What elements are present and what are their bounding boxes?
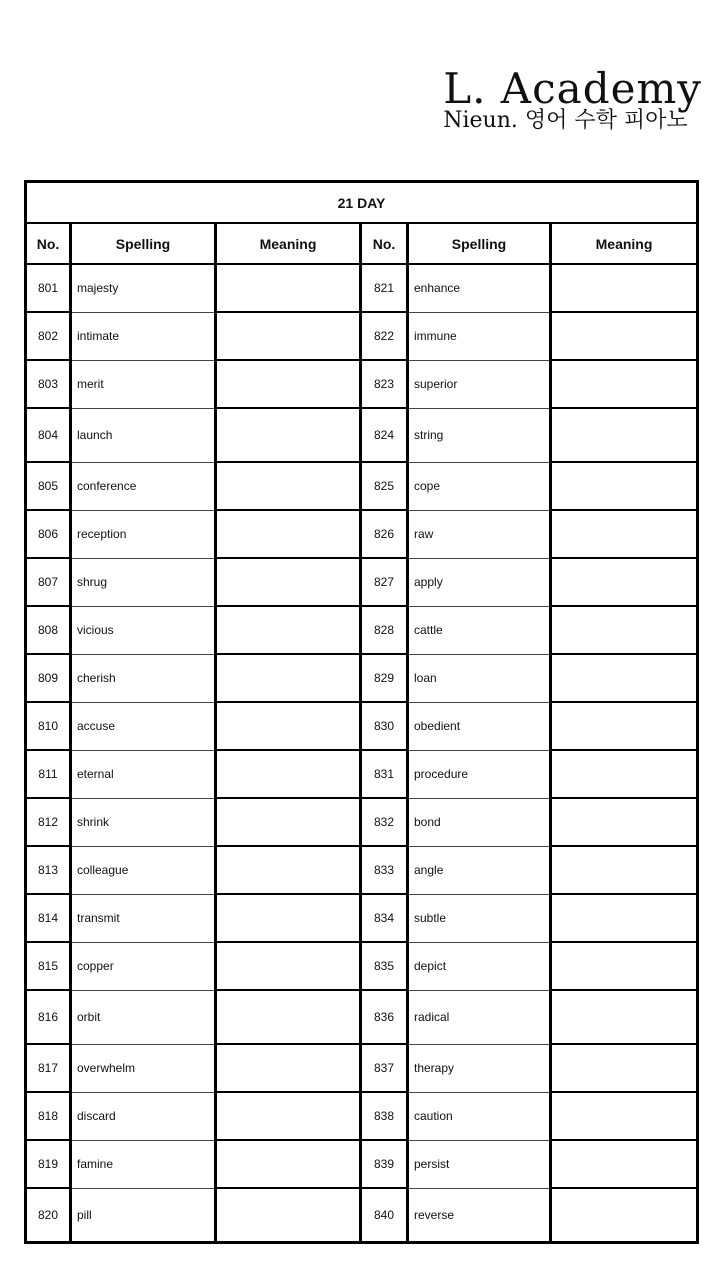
word-number: 804 — [26, 408, 71, 462]
meaning-blank[interactable] — [551, 264, 698, 312]
word-spelling: superior — [408, 360, 551, 408]
word-spelling: cattle — [408, 606, 551, 654]
word-number: 814 — [26, 894, 71, 942]
word-spelling: caution — [408, 1092, 551, 1140]
word-number: 825 — [361, 462, 408, 510]
table-row — [26, 942, 698, 990]
meaning-blank[interactable] — [216, 312, 361, 360]
meaning-blank[interactable] — [551, 846, 698, 894]
word-number: 838 — [361, 1092, 408, 1140]
word-number: 813 — [26, 846, 71, 894]
table-row — [26, 408, 698, 462]
table-row — [26, 798, 698, 846]
meaning-blank[interactable] — [551, 408, 698, 462]
word-number: 801 — [26, 264, 71, 312]
table-row — [26, 462, 698, 510]
word-spelling: copper — [71, 942, 216, 990]
word-number: 827 — [361, 558, 408, 606]
word-spelling: raw — [408, 510, 551, 558]
table-row — [26, 1092, 698, 1140]
table-row — [26, 990, 698, 1044]
word-spelling: depict — [408, 942, 551, 990]
header-no-right: No. — [361, 223, 408, 264]
meaning-blank[interactable] — [216, 360, 361, 408]
word-number: 812 — [26, 798, 71, 846]
meaning-blank[interactable] — [551, 558, 698, 606]
meaning-blank[interactable] — [551, 606, 698, 654]
meaning-blank[interactable] — [216, 1140, 361, 1188]
meaning-blank[interactable] — [216, 798, 361, 846]
meaning-blank[interactable] — [551, 462, 698, 510]
word-number: 823 — [361, 360, 408, 408]
meaning-blank[interactable] — [551, 1140, 698, 1188]
meaning-blank[interactable] — [551, 990, 698, 1044]
meaning-blank[interactable] — [216, 408, 361, 462]
meaning-blank[interactable] — [216, 846, 361, 894]
header-no-left: No. — [26, 223, 71, 264]
meaning-blank[interactable] — [551, 894, 698, 942]
word-spelling: reception — [71, 510, 216, 558]
table-row — [26, 1140, 698, 1188]
word-number: 832 — [361, 798, 408, 846]
word-number: 819 — [26, 1140, 71, 1188]
word-spelling: cherish — [71, 654, 216, 702]
table-row — [26, 846, 698, 894]
word-number: 817 — [26, 1044, 71, 1092]
word-number: 818 — [26, 1092, 71, 1140]
word-number: 811 — [26, 750, 71, 798]
word-number: 822 — [361, 312, 408, 360]
meaning-blank[interactable] — [551, 510, 698, 558]
word-number: 802 — [26, 312, 71, 360]
word-spelling: vicious — [71, 606, 216, 654]
word-spelling: colleague — [71, 846, 216, 894]
word-number: 824 — [361, 408, 408, 462]
meaning-blank[interactable] — [216, 1188, 361, 1242]
meaning-blank[interactable] — [216, 606, 361, 654]
word-spelling: subtle — [408, 894, 551, 942]
meaning-blank[interactable] — [551, 360, 698, 408]
meaning-blank[interactable] — [216, 942, 361, 990]
word-spelling: angle — [408, 846, 551, 894]
word-spelling: obedient — [408, 702, 551, 750]
word-spelling: transmit — [71, 894, 216, 942]
word-spelling: procedure — [408, 750, 551, 798]
meaning-blank[interactable] — [216, 264, 361, 312]
meaning-blank[interactable] — [551, 654, 698, 702]
word-spelling: majesty — [71, 264, 216, 312]
word-number: 833 — [361, 846, 408, 894]
table-row — [26, 558, 698, 606]
word-number: 816 — [26, 990, 71, 1044]
word-spelling: pill — [71, 1188, 216, 1242]
word-spelling: orbit — [71, 990, 216, 1044]
word-spelling: radical — [408, 990, 551, 1044]
word-number: 828 — [361, 606, 408, 654]
meaning-blank[interactable] — [216, 750, 361, 798]
meaning-blank[interactable] — [551, 312, 698, 360]
word-spelling: apply — [408, 558, 551, 606]
word-number: 806 — [26, 510, 71, 558]
word-spelling: conference — [71, 462, 216, 510]
word-number: 805 — [26, 462, 71, 510]
meaning-blank[interactable] — [551, 1044, 698, 1092]
word-spelling: famine — [71, 1140, 216, 1188]
word-spelling: eternal — [71, 750, 216, 798]
word-number: 836 — [361, 990, 408, 1044]
meaning-blank[interactable] — [551, 1092, 698, 1140]
word-number: 807 — [26, 558, 71, 606]
table-row — [26, 894, 698, 942]
word-number: 831 — [361, 750, 408, 798]
word-number: 809 — [26, 654, 71, 702]
table-row — [26, 750, 698, 798]
word-number: 839 — [361, 1140, 408, 1188]
word-number: 840 — [361, 1188, 408, 1242]
word-spelling: cope — [408, 462, 551, 510]
meaning-blank[interactable] — [216, 654, 361, 702]
word-number: 815 — [26, 942, 71, 990]
vocabulary-table — [24, 180, 699, 1244]
meaning-blank[interactable] — [216, 462, 361, 510]
word-spelling: persist — [408, 1140, 551, 1188]
word-spelling: intimate — [71, 312, 216, 360]
word-number: 834 — [361, 894, 408, 942]
meaning-blank[interactable] — [551, 750, 698, 798]
table-row — [26, 654, 698, 702]
meaning-blank[interactable] — [216, 510, 361, 558]
word-spelling: shrug — [71, 558, 216, 606]
word-spelling: enhance — [408, 264, 551, 312]
word-spelling: discard — [71, 1092, 216, 1140]
table-row — [26, 1044, 698, 1092]
table-row — [26, 1188, 698, 1242]
meaning-blank[interactable] — [216, 990, 361, 1044]
meaning-blank[interactable] — [216, 1044, 361, 1092]
word-spelling: overwhelm — [71, 1044, 216, 1092]
table-row — [26, 606, 698, 654]
meaning-blank[interactable] — [216, 558, 361, 606]
word-spelling: loan — [408, 654, 551, 702]
word-spelling: shrink — [71, 798, 216, 846]
meaning-blank[interactable] — [551, 1188, 698, 1242]
logo-title: L. Academy — [443, 64, 702, 113]
meaning-blank[interactable] — [216, 1092, 361, 1140]
word-number: 808 — [26, 606, 71, 654]
word-spelling: accuse — [71, 702, 216, 750]
meaning-blank[interactable] — [551, 942, 698, 990]
header-spelling-left: Spelling — [71, 223, 216, 264]
table-row — [26, 702, 698, 750]
word-spelling: reverse — [408, 1188, 551, 1242]
word-number: 821 — [361, 264, 408, 312]
word-spelling: bond — [408, 798, 551, 846]
table-row — [26, 510, 698, 558]
meaning-blank[interactable] — [551, 798, 698, 846]
word-number: 826 — [361, 510, 408, 558]
word-spelling: string — [408, 408, 551, 462]
meaning-blank[interactable] — [551, 702, 698, 750]
word-number: 803 — [26, 360, 71, 408]
word-spelling: immune — [408, 312, 551, 360]
word-spelling: launch — [71, 408, 216, 462]
word-number: 830 — [361, 702, 408, 750]
table-row — [26, 264, 698, 312]
table-row — [26, 312, 698, 360]
meaning-blank[interactable] — [216, 702, 361, 750]
table-title: 21 DAY — [26, 182, 698, 224]
word-spelling: therapy — [408, 1044, 551, 1092]
word-number: 829 — [361, 654, 408, 702]
academy-logo — [443, 64, 702, 132]
word-number: 835 — [361, 942, 408, 990]
word-spelling: merit — [71, 360, 216, 408]
word-number: 837 — [361, 1044, 408, 1092]
meaning-blank[interactable] — [216, 894, 361, 942]
table-row — [26, 360, 698, 408]
word-number: 820 — [26, 1188, 71, 1242]
header-meaning-left: Meaning — [216, 223, 361, 264]
word-number: 810 — [26, 702, 71, 750]
header-meaning-right: Meaning — [551, 223, 698, 264]
header-spelling-right: Spelling — [408, 223, 551, 264]
logo-subtitle: Nieun. 영어 수학 피아노 — [443, 108, 688, 133]
